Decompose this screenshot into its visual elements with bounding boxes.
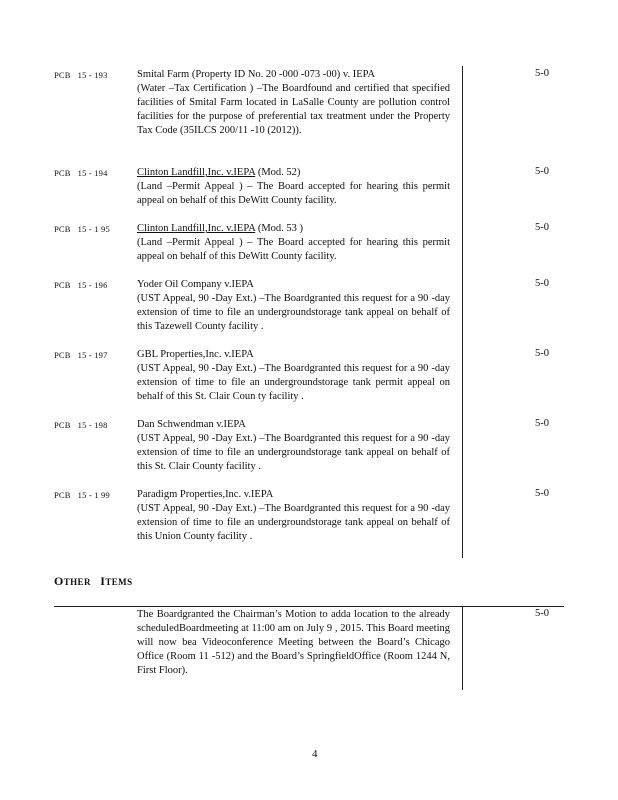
case-title: Yoder Oil Company v.IEPA	[137, 279, 254, 290]
heading-rest: THER	[63, 577, 91, 587]
vote-count: 5-0	[535, 278, 549, 289]
case-summary: (Land –Permit Appeal ) – The Board accepted for hearing this permit appeal on behalf of this DeWitt County facility.	[137, 237, 450, 262]
vote-count: 5-0	[535, 166, 549, 177]
case-description	[137, 68, 450, 138]
case-summary: (Land –Permit Appeal ) – The Board accepted for hearing this permit appeal on behalf of this DeWitt County facility.	[137, 181, 450, 206]
case-title-suffix: (Mod. 52)	[255, 167, 301, 178]
vote-count: 5-0	[535, 608, 549, 619]
heading-initial: O	[54, 574, 64, 588]
case-title-suffix: (Mod. 53 )	[255, 223, 304, 234]
case-description	[137, 278, 450, 334]
page-number: 4	[312, 748, 318, 760]
case-number: PCB 15 - 1 99	[54, 490, 110, 500]
case-description	[137, 166, 450, 208]
case-summary: (UST Appeal, 90 -Day Ext.) –The Boardgranted this request for a 90 -day extension of time to file an undergroundstorage tank appeal on behalf of this St. Clair County facility .	[137, 433, 450, 472]
case-description	[137, 222, 450, 264]
case-title: GBL Properties,Inc. v.IEPA	[137, 349, 254, 360]
case-number: PCB 15 - 193	[54, 70, 108, 80]
case-title: Smital Farm (Property ID No. 20 -000 -073 -00) v. IEPA	[137, 69, 376, 80]
vote-count: 5-0	[535, 488, 549, 499]
case-title	[137, 222, 450, 236]
case-summary: (UST Appeal, 90 -Day Ext.) –The Boardgranted this request for a 90 -day extension of time to file an undergroundstorage tank appeal on behalf of this Union County facility .	[137, 503, 450, 542]
case-title: Dan Schwendman v.IEPA	[137, 419, 246, 430]
table-vertical-rule	[462, 606, 463, 690]
vote-count: 5-0	[535, 348, 549, 359]
case-summary: (Water –Tax Certification ) –The Boardfound and certified that specified facilities of Smital Farm located in LaSalle County are pollution control facilities for the purpose of preferential tax treatment under the Property Tax Code (35ILCS 200/11 -10 (2012)).	[137, 83, 450, 136]
heading-rest: TEMS	[105, 577, 133, 587]
case-description	[137, 348, 450, 404]
case-number: PCB 15 - 1 95	[54, 224, 110, 234]
case-number: PCB 15 - 194	[54, 168, 108, 178]
case-number: PCB 15 - 196	[54, 280, 108, 290]
case-number: PCB 15 - 197	[54, 350, 108, 360]
case-description	[137, 418, 450, 474]
table-vertical-rule	[462, 66, 463, 558]
case-summary: (UST Appeal, 90 -Day Ext.) –The Boardgranted this request for a 90 -day extension of time to file an undergroundstorage tank appeal on behalf of this Tazewell County facility .	[137, 293, 450, 332]
heading-initial: I	[100, 574, 106, 588]
section-heading-other-items	[54, 574, 132, 589]
case-title	[137, 166, 450, 180]
case-title-party: Clinton Landfill,Inc. v.IEPA	[137, 223, 256, 234]
other-item-summary: The Boardgranted the Chairman’s Motion to adda location to the already scheduledBoardmeeting at 11:00 am on July 9 , 2015. This Board meeting will now bea Videoconference Meeting between the Board’s Chicago Office (Room 11 -512) and the Board’s SpringfieldOffice (Room 1244 N, First Floor).	[137, 609, 450, 676]
vote-count: 5-0	[535, 418, 549, 429]
vote-count: 5-0	[535, 222, 549, 233]
case-number: PCB 15 - 198	[54, 420, 108, 430]
table-horizontal-rule	[54, 606, 564, 607]
case-summary: (UST Appeal, 90 -Day Ext.) –The Boardgranted this request for a 90 -day extension of time to file an undergroundstorage tank permit appeal on behalf of this St. Clair Coun ty facility .	[137, 363, 450, 402]
case-title-party: Clinton Landfill,Inc. v.IEPA	[137, 167, 256, 178]
case-title: Paradigm Properties,Inc. v.IEPA	[137, 489, 274, 500]
case-description	[137, 488, 450, 544]
vote-count: 5-0	[535, 68, 549, 79]
other-item-description	[137, 608, 450, 678]
